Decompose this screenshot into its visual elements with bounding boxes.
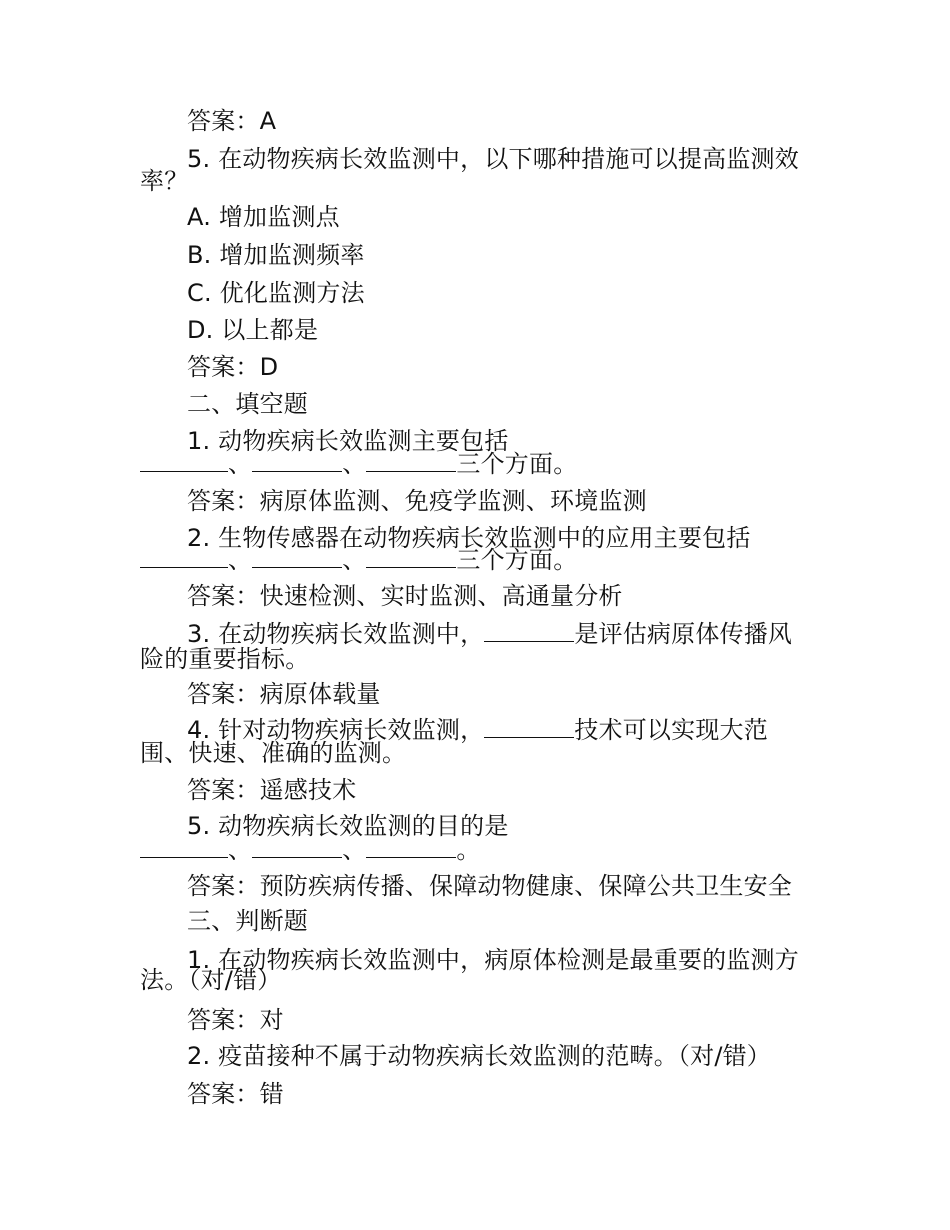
question-text-continued: 围、快速、准确的监测。	[140, 739, 407, 767]
separator-text: 、	[342, 836, 367, 864]
question-text-continued: 三个方面。	[456, 546, 578, 574]
answer-line: 答案：错	[187, 1080, 284, 1108]
section-heading: 三、判断题	[187, 907, 308, 935]
separator-text: 、	[228, 836, 253, 864]
blank-field	[252, 547, 342, 568]
separator-text: 。	[456, 836, 481, 864]
blank-field	[366, 837, 456, 858]
option-c: C. 优化监测方法	[187, 279, 365, 307]
question-text: 2. 疫苗接种不属于动物疾病长效监测的范畴。（对/错）	[187, 1042, 772, 1070]
answer-line: 答案：A	[187, 107, 277, 135]
question-text: 1. 在动物疾病长效监测中，病原体检测是最重要的监测方	[187, 946, 799, 974]
answer-line: 答案：对	[187, 1006, 284, 1034]
separator-text: 、	[342, 450, 367, 478]
separator-text: 、	[228, 450, 253, 478]
question-text: 2. 生物传感器在动物疾病长效监测中的应用主要包括	[187, 524, 751, 552]
blank-field	[140, 547, 228, 568]
blank-field	[366, 547, 456, 568]
question-text-continued: 险的重要指标。	[140, 645, 310, 673]
option-b: B. 增加监测频率	[187, 241, 365, 269]
question-text: 5. 在动物疾病长效监测中，以下哪种措施可以提高监测效	[187, 145, 799, 173]
blank-field	[140, 837, 228, 858]
blank-field	[366, 451, 456, 472]
answer-line: 答案：快速检测、实时监测、高通量分析	[187, 582, 623, 610]
section-heading: 二、填空题	[187, 390, 308, 418]
blank-field	[252, 837, 342, 858]
blank-field	[484, 621, 574, 642]
fill-blank-line	[140, 620, 867, 648]
option-d: D. 以上都是	[187, 316, 319, 344]
fill-blank-line	[140, 546, 820, 574]
question-text-continued: 是评估病原体传播风	[574, 620, 793, 648]
separator-text: 、	[342, 546, 367, 574]
question-text-continued: 法。（对/错）	[140, 966, 282, 994]
question-text-continued: 三个方面。	[456, 450, 578, 478]
answer-line: 答案：病原体监测、免疫学监测、环境监测	[187, 487, 647, 515]
blank-field	[252, 451, 342, 472]
question-text: 1. 动物疾病长效监测主要包括	[187, 427, 509, 455]
fill-blank-line	[140, 836, 820, 864]
answer-line: 答案：D	[187, 353, 279, 381]
answer-line: 答案：预防疾病传播、保障动物健康、保障公共卫生安全	[187, 872, 792, 900]
answer-line: 答案：病原体载量	[187, 680, 381, 708]
option-a: A. 增加监测点	[187, 203, 340, 231]
blank-field	[484, 717, 574, 738]
fill-blank-line	[140, 450, 820, 478]
answer-line: 答案：遥感技术	[187, 776, 357, 804]
question-text-continued: 率？	[140, 167, 189, 195]
question-text-continued: 技术可以实现大范	[574, 716, 768, 744]
question-text: 4. 针对动物疾病长效监测，	[187, 716, 485, 744]
blank-field	[140, 451, 228, 472]
question-text: 3. 在动物疾病长效监测中，	[187, 620, 485, 648]
question-text: 5. 动物疾病长效监测的目的是	[187, 812, 509, 840]
separator-text: 、	[228, 546, 253, 574]
